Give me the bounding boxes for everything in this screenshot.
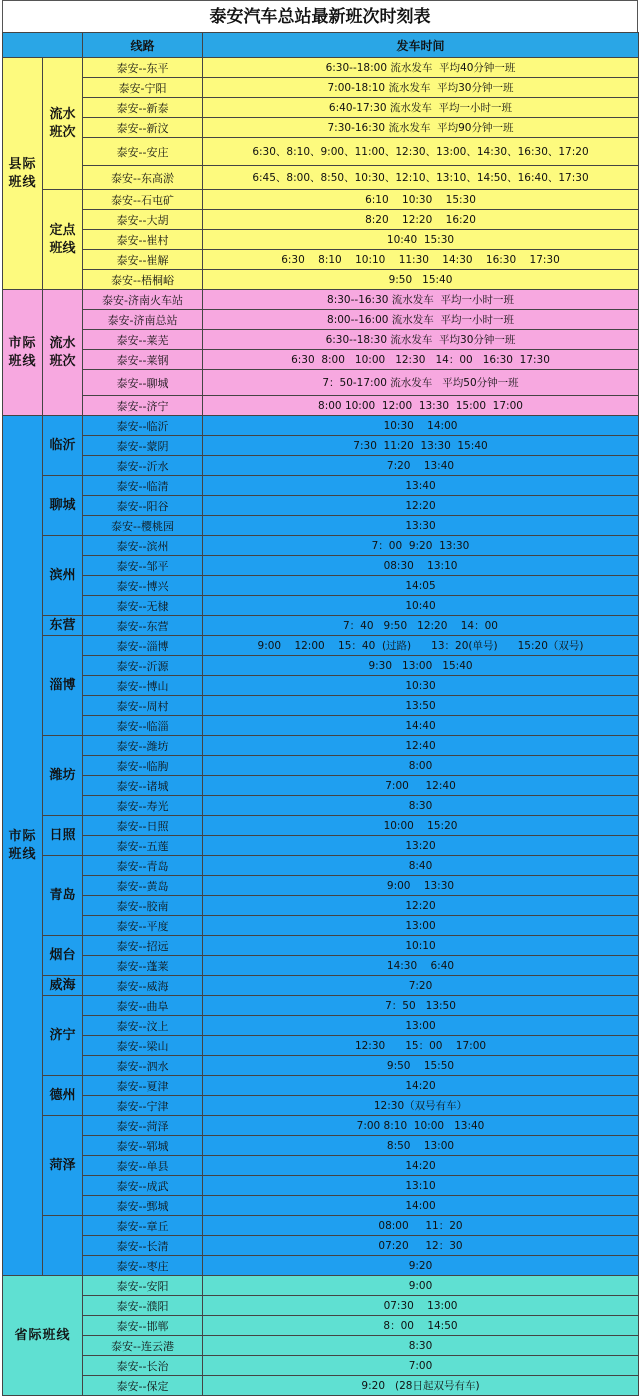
table-row: [3, 516, 639, 536]
table-row: [3, 736, 639, 756]
table-row: [3, 1216, 639, 1236]
route-cell: 泰安--菏泽: [83, 1116, 203, 1136]
route-cell: 泰安--博兴: [83, 576, 203, 596]
group-label: 日照: [43, 816, 83, 856]
departure-time-cell: 7：00 9:20 13:30: [203, 536, 639, 556]
table-row: [3, 370, 639, 396]
departure-time-cell: 6:30--18:30 流水发车 平均30分钟一班: [203, 330, 639, 350]
departure-time-cell: 07:20 12：30: [203, 1236, 639, 1256]
section-label: 市际班线: [3, 416, 43, 1276]
departure-time-cell: 9:00 12:00 15：40 (过路) 13：20(单号) 15:20（双号): [203, 636, 639, 656]
departure-time-cell: 7:00 12:40: [203, 776, 639, 796]
table-row: [3, 1236, 639, 1256]
group-label: 滨州: [43, 536, 83, 616]
departure-time-cell: 6:40-17:30 流水发车 平均一小时一班: [203, 98, 639, 118]
departure-time-cell: 14:20: [203, 1076, 639, 1096]
departure-time-cell: 9:30 13:00 15:40: [203, 656, 639, 676]
section-label: 省际班线: [3, 1276, 83, 1396]
departure-time-cell: 9:50 15:50: [203, 1056, 639, 1076]
group-label: 青岛: [43, 856, 83, 936]
route-cell: 泰安--日照: [83, 816, 203, 836]
table-row: [3, 270, 639, 290]
departure-time-cell: 13:30: [203, 516, 639, 536]
route-cell: 泰安--招远: [83, 936, 203, 956]
route-cell: 泰安--聊城: [83, 370, 203, 396]
route-cell: 泰安--寿光: [83, 796, 203, 816]
departure-time-cell: 14:40: [203, 716, 639, 736]
page-title: 泰安汽车总站最新班次时刻表: [2, 0, 638, 32]
departure-time-cell: 07:30 13:00: [203, 1296, 639, 1316]
route-cell: 泰安--宁津: [83, 1096, 203, 1116]
departure-time-cell: 13:00: [203, 916, 639, 936]
departure-time-cell: 7：50-17:00 流水发车 平均50分钟一班: [203, 370, 639, 396]
route-cell: 泰安--单县: [83, 1156, 203, 1176]
table-row: [3, 456, 639, 476]
table-row: [3, 1256, 639, 1276]
route-cell: 泰安-宁阳: [83, 78, 203, 98]
departure-time-cell: 6:30--18:00 流水发车 平均40分钟一班: [203, 58, 639, 78]
departure-time-cell: 9:20 (28日起双号有车): [203, 1376, 639, 1396]
route-cell: 泰安--青岛: [83, 856, 203, 876]
route-cell: 泰安--临淄: [83, 716, 203, 736]
group-label: 潍坊: [43, 736, 83, 816]
departure-time-cell: 14:00: [203, 1196, 639, 1216]
group-label: 威海: [43, 976, 83, 996]
departure-time-cell: 7：50 13:50: [203, 996, 639, 1016]
table-row: [3, 956, 639, 976]
route-cell: 泰安--东营: [83, 616, 203, 636]
route-cell: 泰安--樱桃园: [83, 516, 203, 536]
table-row: [3, 98, 639, 118]
route-cell: 泰安--滨州: [83, 536, 203, 556]
departure-time-cell: 12:20: [203, 896, 639, 916]
table-row: [3, 396, 639, 416]
route-cell: 泰安--五莲: [83, 836, 203, 856]
table-row: [3, 876, 639, 896]
route-cell: 泰安--威海: [83, 976, 203, 996]
table-row: [3, 556, 639, 576]
route-cell: 泰安--崔解: [83, 250, 203, 270]
route-cell: 泰安--枣庄: [83, 1256, 203, 1276]
departure-time-cell: 6:30、8:10、9:00、11:00、12:30、13:00、14:30、16:30、17:20: [203, 138, 639, 166]
group-label: 定点班线: [43, 190, 83, 290]
route-cell: 泰安--济宁: [83, 396, 203, 416]
table-row: [3, 1036, 639, 1056]
route-cell: 泰安--淄博: [83, 636, 203, 656]
route-cell: 泰安--蓬莱: [83, 956, 203, 976]
departure-time-cell: 7：40 9:50 12:20 14：00: [203, 616, 639, 636]
table-row: [3, 1176, 639, 1196]
table-row: [3, 1076, 639, 1096]
route-cell: 泰安--莱钢: [83, 350, 203, 370]
route-cell: 泰安--周村: [83, 696, 203, 716]
departure-time-cell: 8:00: [203, 756, 639, 776]
route-cell: 泰安--鄄城: [83, 1196, 203, 1216]
route-cell: 泰安--濮阳: [83, 1296, 203, 1316]
table-row: [3, 250, 639, 270]
table-row: [3, 796, 639, 816]
departure-time-cell: 7:00 8:10 10:00 13:40: [203, 1116, 639, 1136]
route-cell: 泰安--临沂: [83, 416, 203, 436]
departure-time-cell: 8:30: [203, 796, 639, 816]
table-row: [3, 310, 639, 330]
table-row: [3, 1096, 639, 1116]
table-row: [3, 616, 639, 636]
route-cell: 泰安--长清: [83, 1236, 203, 1256]
group-label: 流水班次: [43, 58, 83, 190]
departure-time-cell: 13:00: [203, 1016, 639, 1036]
route-cell: 泰安--成武: [83, 1176, 203, 1196]
departure-time-cell: 8：00 14:50: [203, 1316, 639, 1336]
route-cell: 泰安--蒙阴: [83, 436, 203, 456]
departure-time-cell: 13:40: [203, 476, 639, 496]
route-cell: 泰安--长治: [83, 1356, 203, 1376]
route-cell: 泰安--博山: [83, 676, 203, 696]
table-row: [3, 756, 639, 776]
departure-time-cell: 7:30 11:20 13:30 15:40: [203, 436, 639, 456]
table-row: [3, 350, 639, 370]
group-label: 济宁: [43, 996, 83, 1076]
departure-time-cell: 9:50 15:40: [203, 270, 639, 290]
route-cell: 泰安--临清: [83, 476, 203, 496]
timetable-sheet: [2, 0, 638, 1396]
route-cell: 泰安--保定: [83, 1376, 203, 1396]
departure-time-cell: 7:30-16:30 流水发车 平均90分钟一班: [203, 118, 639, 138]
table-row: [3, 330, 639, 350]
table-row: [3, 656, 639, 676]
table-row: [3, 896, 639, 916]
departure-time-cell: 8:50 13:00: [203, 1136, 639, 1156]
departure-time-cell: 6:30 8:10 10:10 11:30 14:30 16:30 17:30: [203, 250, 639, 270]
table-row: [3, 636, 639, 656]
group-label: 淄博: [43, 636, 83, 736]
table-row: [3, 436, 639, 456]
departure-time-cell: 7:20: [203, 976, 639, 996]
departure-time-cell: 12:20: [203, 496, 639, 516]
table-row: [3, 1336, 639, 1356]
departure-time-cell: 6:45、8:00、8:50、10:30、12:10、13:10、14:50、16:40、17:30: [203, 166, 639, 190]
departure-time-cell: 6:30 8:00 10:00 12:30 14：00 16:30 17:30: [203, 350, 639, 370]
departure-time-cell: 9:00 13:30: [203, 876, 639, 896]
table-row: [3, 776, 639, 796]
route-cell: 泰安--梧桐峪: [83, 270, 203, 290]
group-label: 菏泽: [43, 1116, 83, 1216]
header-time: 发车时间: [203, 33, 639, 58]
table-row: [3, 576, 639, 596]
departure-time-cell: 8:00--16:00 流水发车 平均一小时一班: [203, 310, 639, 330]
table-row: [3, 1316, 639, 1336]
route-cell: 泰安--汶上: [83, 1016, 203, 1036]
group-label: 东营: [43, 616, 83, 636]
table-row: [3, 996, 639, 1016]
table-row: [3, 1356, 639, 1376]
group-label: 临沂: [43, 416, 83, 476]
table-row: [3, 496, 639, 516]
route-cell: 泰安--诸城: [83, 776, 203, 796]
route-cell: 泰安--安阳: [83, 1276, 203, 1296]
table-row: [3, 596, 639, 616]
route-cell: 泰安--新汶: [83, 118, 203, 138]
departure-time-cell: 14:20: [203, 1156, 639, 1176]
table-row: [3, 416, 639, 436]
route-cell: 泰安--梁山: [83, 1036, 203, 1056]
table-row: [3, 1116, 639, 1136]
departure-time-cell: 10:30 14:00: [203, 416, 639, 436]
header-blank: [3, 33, 83, 58]
table-row: [3, 1276, 639, 1296]
route-cell: 泰安--崔村: [83, 230, 203, 250]
departure-time-cell: 13:50: [203, 696, 639, 716]
table-row: [3, 78, 639, 98]
route-cell: 泰安-济南总站: [83, 310, 203, 330]
table-row: [3, 476, 639, 496]
route-cell: 泰安--沂水: [83, 456, 203, 476]
departure-time-cell: 9:00: [203, 1276, 639, 1296]
departure-time-cell: 8:30: [203, 1336, 639, 1356]
route-cell: 泰安-济南火车站: [83, 290, 203, 310]
table-row: [3, 1296, 639, 1316]
route-cell: 泰安--东高淤: [83, 166, 203, 190]
table-row: [3, 816, 639, 836]
table-row: [3, 716, 639, 736]
group-label: 烟台: [43, 936, 83, 976]
header-route: 线路: [83, 33, 203, 58]
group-label: 流水班次: [43, 290, 83, 416]
route-cell: 泰安--潍坊: [83, 736, 203, 756]
route-cell: 泰安--临朐: [83, 756, 203, 776]
departure-time-cell: 9:20: [203, 1256, 639, 1276]
table-row: [3, 1376, 639, 1396]
route-cell: 泰安--黄岛: [83, 876, 203, 896]
departure-time-cell: 12:30 15：00 17:00: [203, 1036, 639, 1056]
route-cell: 泰安--章丘: [83, 1216, 203, 1236]
route-cell: 泰安--胶南: [83, 896, 203, 916]
table-row: [3, 58, 639, 78]
route-cell: 泰安--曲阜: [83, 996, 203, 1016]
route-cell: 泰安--新泰: [83, 98, 203, 118]
route-cell: 泰安--邯郸: [83, 1316, 203, 1336]
table-row: [3, 138, 639, 166]
route-cell: 泰安--安庄: [83, 138, 203, 166]
route-cell: 泰安--石屯矿: [83, 190, 203, 210]
departure-time-cell: 7:00-18:10 流水发车 平均30分钟一班: [203, 78, 639, 98]
route-cell: 泰安--莱芜: [83, 330, 203, 350]
table-row: [3, 696, 639, 716]
departure-time-cell: 7:00: [203, 1356, 639, 1376]
route-cell: 泰安--夏津: [83, 1076, 203, 1096]
table-row: [3, 210, 639, 230]
table-row: [3, 976, 639, 996]
departure-time-cell: 12:30（双号有车）: [203, 1096, 639, 1116]
table-row: [3, 290, 639, 310]
departure-time-cell: 10:40: [203, 596, 639, 616]
departure-time-cell: 10:10: [203, 936, 639, 956]
route-cell: 泰安--沂源: [83, 656, 203, 676]
table-row: [3, 230, 639, 250]
route-cell: 泰安--郓城: [83, 1136, 203, 1156]
departure-time-cell: 8:20 12:20 16:20: [203, 210, 639, 230]
departure-time-cell: 10:00 15:20: [203, 816, 639, 836]
route-cell: 泰安--邹平: [83, 556, 203, 576]
route-cell: 泰安--无棣: [83, 596, 203, 616]
departure-time-cell: 6:10 10:30 15:30: [203, 190, 639, 210]
departure-time-cell: 12:40: [203, 736, 639, 756]
departure-time-cell: 13:10: [203, 1176, 639, 1196]
group-label: [43, 1216, 83, 1276]
table-row: [3, 836, 639, 856]
route-cell: 泰安--平度: [83, 916, 203, 936]
table-row: [3, 118, 639, 138]
departure-time-cell: 10:30: [203, 676, 639, 696]
group-label: 德州: [43, 1076, 83, 1116]
departure-time-cell: 14:30 6:40: [203, 956, 639, 976]
timetable-body: [3, 58, 639, 1396]
departure-time-cell: 8:40: [203, 856, 639, 876]
departure-time-cell: 13:20: [203, 836, 639, 856]
departure-time-cell: 8:30--16:30 流水发车 平均一小时一班: [203, 290, 639, 310]
group-label: 聊城: [43, 476, 83, 536]
departure-time-cell: 8:00 10:00 12:00 13:30 15:00 17:00: [203, 396, 639, 416]
timetable: [2, 32, 639, 1396]
table-row: [3, 190, 639, 210]
table-row: [3, 936, 639, 956]
route-cell: 泰安--连云港: [83, 1336, 203, 1356]
section-label: 县际班线: [3, 58, 43, 290]
table-row: [3, 676, 639, 696]
table-row: [3, 536, 639, 556]
route-cell: 泰安--阳谷: [83, 496, 203, 516]
route-cell: 泰安--大胡: [83, 210, 203, 230]
section-label: 市际班线: [3, 290, 43, 416]
table-row: [3, 166, 639, 190]
route-cell: 泰安--东平: [83, 58, 203, 78]
header-row: [3, 33, 639, 58]
departure-time-cell: 14:05: [203, 576, 639, 596]
departure-time-cell: 08:30 13:10: [203, 556, 639, 576]
table-row: [3, 916, 639, 936]
table-row: [3, 1016, 639, 1036]
table-row: [3, 1196, 639, 1216]
departure-time-cell: 08:00 11：20: [203, 1216, 639, 1236]
departure-time-cell: 7:20 13:40: [203, 456, 639, 476]
route-cell: 泰安--泗水: [83, 1056, 203, 1076]
departure-time-cell: 10:40 15:30: [203, 230, 639, 250]
table-row: [3, 1156, 639, 1176]
table-row: [3, 1056, 639, 1076]
table-row: [3, 1136, 639, 1156]
table-row: [3, 856, 639, 876]
